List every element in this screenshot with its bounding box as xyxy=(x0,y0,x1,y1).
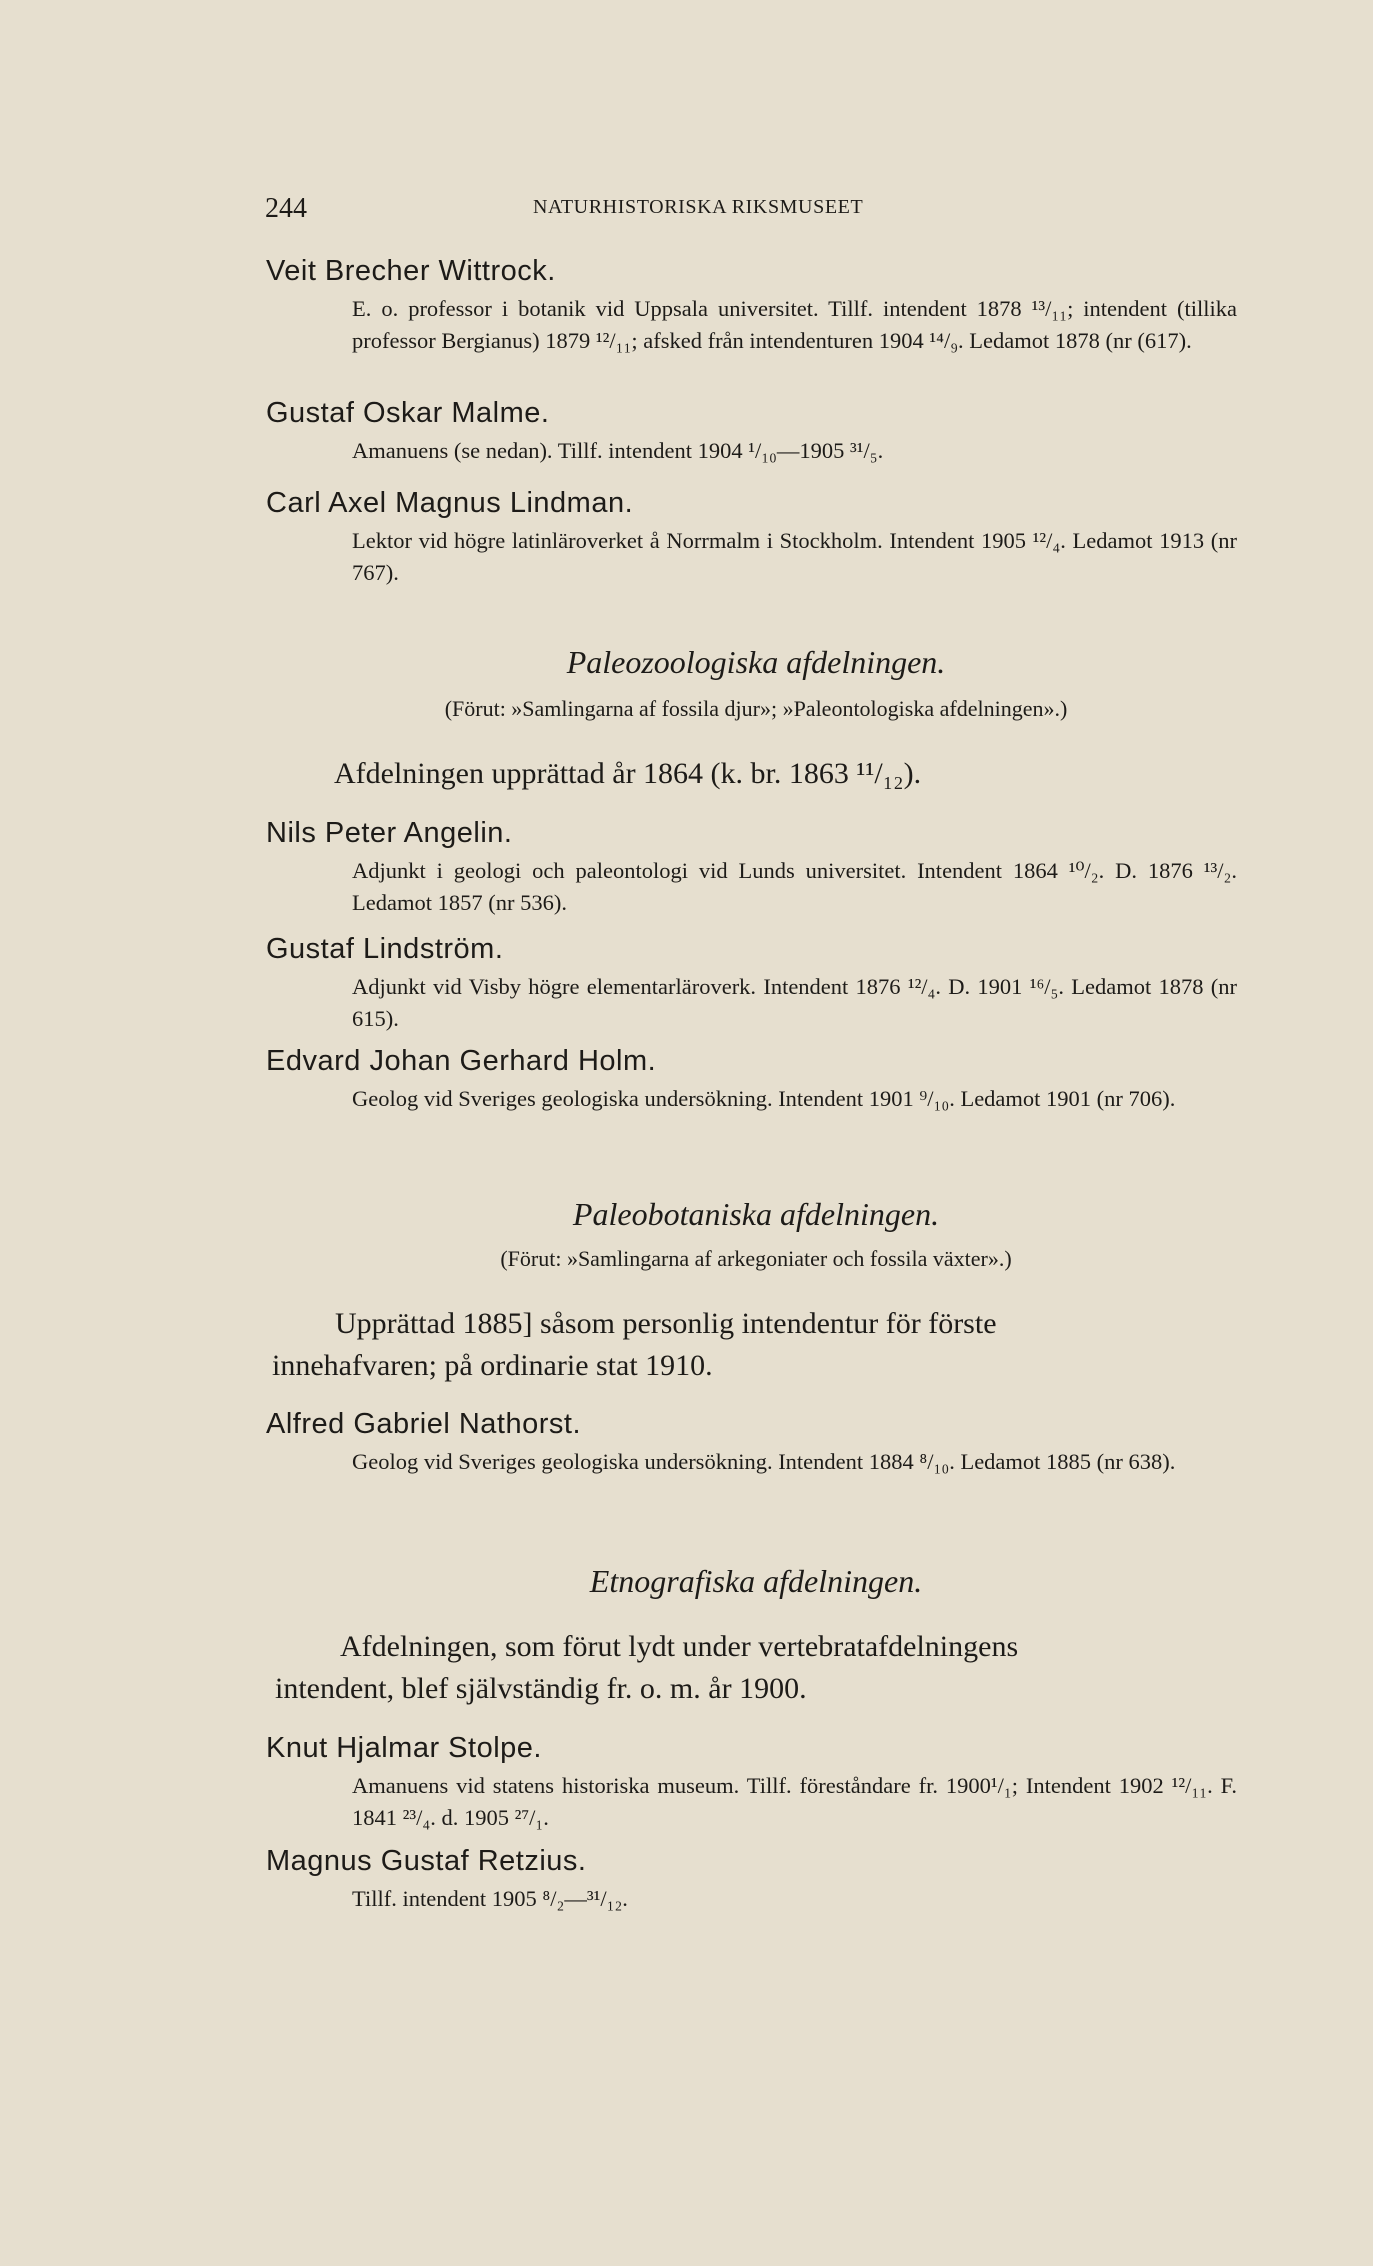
entry-name: Gustaf Lindström. xyxy=(266,933,504,965)
running-header xyxy=(265,193,965,225)
entry-angelin xyxy=(266,815,1246,919)
entry-retzius xyxy=(266,1843,1246,1915)
section-established-etnografiska-line1: Afdelningen, som förut lydt under vertebratafdelningens xyxy=(340,1630,1019,1663)
entry-holm xyxy=(266,1043,1246,1115)
entry-stolpe xyxy=(266,1730,1246,1834)
entry-text: Amanuens vid statens historiska museum. Tillf. föreståndare fr. 1900¹/₁; Intendent 1902 ¹²/₁₁. F. 1841 ²³/₄. d. 1905 ²⁷/₁. xyxy=(352,1773,1237,1830)
section-note-paleobotaniska: (Förut: »Samlingarna af arkegoniater och fossila växter».) xyxy=(500,1246,1012,1271)
section-established-etnografiska-line2: intendent, blef självständig fr. o. m. år 1900. xyxy=(275,1672,807,1705)
section-established-paleozoologiska: Afdelningen upprättad år 1864 (k. br. 1863 ¹¹/₁₂). xyxy=(334,757,922,790)
section-title-paleobotaniska: Paleobotaniska afdelningen. xyxy=(572,1196,940,1232)
entry-lindman xyxy=(266,485,1246,589)
entry-name: Alfred Gabriel Nathorst. xyxy=(266,1408,582,1440)
entry-nathorst xyxy=(266,1406,1246,1478)
entry-name: Knut Hjalmar Stolpe. xyxy=(266,1732,542,1764)
entry-text: Tillf. intendent 1905 ⁸/₂—³¹/₁₂. xyxy=(352,1886,628,1911)
section-note-paleozoologiska: (Förut: »Samlingarna af fossila djur»; »Paleontologiska afdelningen».) xyxy=(444,696,1068,721)
page-number: 244 xyxy=(265,193,307,224)
entry-wittrock xyxy=(266,253,1246,357)
entry-text: E. o. professor i botanik vid Uppsala universitet. Tillf. intendent 1878 ¹³/₁₁; intendent (tillika professor Bergianus) 1879 ¹²/₁₁; afsked från intendenturen 1904 ¹⁴/₉. Ledamot 1878 (nr (617). xyxy=(352,296,1237,353)
entry-text: Adjunkt i geologi och paleontologi vid Lunds universitet. Intendent 1864 ¹⁰/₂. D. 1876 ¹³/₂. Ledamot 1857 (nr 536). xyxy=(352,858,1237,915)
entry-text: Geolog vid Sveriges geologiska undersökning. Intendent 1884 ⁸/₁₀. Ledamot 1885 (nr 638). xyxy=(352,1449,1176,1474)
entry-lindstrom xyxy=(266,931,1246,1035)
running-title: NATURHISTORISKA RIKSMUSEET xyxy=(533,196,864,218)
entry-name: Nils Peter Angelin. xyxy=(266,817,513,849)
section-established-paleobotaniska-line2: innehafvaren; på ordinarie stat 1910. xyxy=(272,1349,713,1382)
entry-name: Magnus Gustaf Retzius. xyxy=(266,1845,587,1877)
section-title-etnografiska: Etnografiska afdelningen. xyxy=(589,1563,923,1599)
entry-text: Amanuens (se nedan). Tillf. intendent 1904 ¹/₁₀—1905 ³¹/₅. xyxy=(352,438,884,463)
section-title-paleozoologiska: Paleozoologiska afdelningen. xyxy=(566,644,946,680)
entry-name: Veit Brecher Wittrock. xyxy=(266,255,556,287)
entry-name: Carl Axel Magnus Lindman. xyxy=(266,487,634,519)
entry-malme xyxy=(266,395,1246,467)
entry-text: Lektor vid högre latinläroverket å Norrmalm i Stockholm. Intendent 1905 ¹²/₄. Ledamot 1913 (nr 767). xyxy=(352,528,1237,585)
entry-text: Geolog vid Sveriges geologiska undersökning. Intendent 1901 ⁹/₁₀. Ledamot 1901 (nr 706). xyxy=(352,1086,1176,1111)
entry-text: Adjunkt vid Visby högre elementarläroverk. Intendent 1876 ¹²/₄. D. 1901 ¹⁶/₅. Ledamot 1878 (nr 615). xyxy=(352,974,1237,1031)
entry-name: Edvard Johan Gerhard Holm. xyxy=(266,1045,657,1077)
entry-name: Gustaf Oskar Malme. xyxy=(266,397,550,429)
section-established-paleobotaniska-line1: Upprättad 1885] såsom personlig intendentur för förste xyxy=(335,1307,997,1340)
